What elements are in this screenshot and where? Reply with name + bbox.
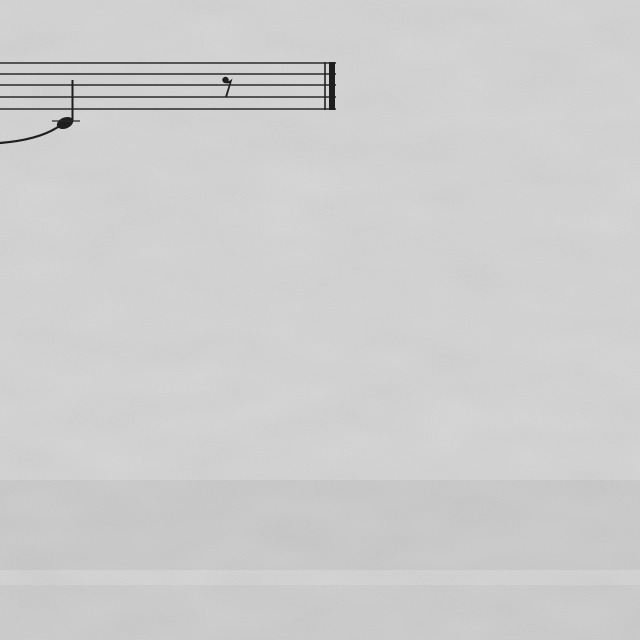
eighth-note: [52, 80, 80, 131]
staff: [0, 63, 336, 109]
eighth-rest: [222, 77, 232, 97]
tie-curve: [0, 127, 58, 143]
barline-thick: [329, 62, 335, 110]
final-barline: [325, 62, 335, 110]
